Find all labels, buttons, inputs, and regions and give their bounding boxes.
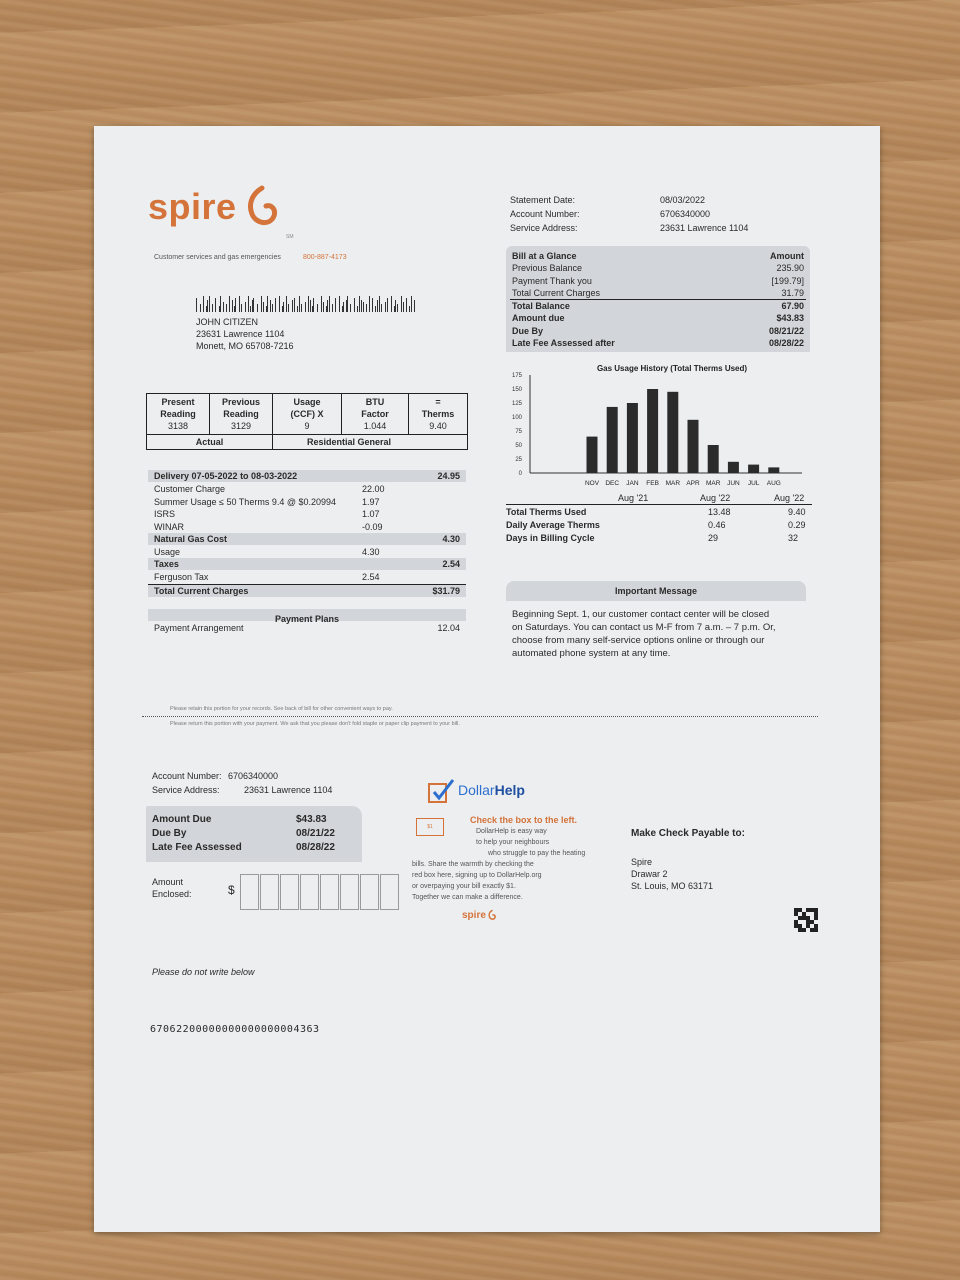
dollarhelp-check-icon xyxy=(426,778,456,806)
delivery-item xyxy=(148,521,466,533)
x-tick-label: DEC xyxy=(605,480,620,487)
barcode-bar xyxy=(339,296,340,312)
meter-header: Reading xyxy=(223,409,259,419)
barcode-bar xyxy=(241,304,242,312)
glance-row-label: Payment Thank you xyxy=(512,275,592,286)
x-tick-label: AUG xyxy=(766,480,781,487)
barcode-bar xyxy=(329,296,330,312)
barcode-bar xyxy=(357,306,358,312)
account-number: 6706340000 xyxy=(660,209,711,219)
barcode-bar xyxy=(317,304,318,312)
glance-row xyxy=(506,300,810,312)
barcode-bar xyxy=(220,296,221,312)
barcode-bar xyxy=(366,304,367,312)
x-tick-label: APR xyxy=(686,480,700,487)
qr-code xyxy=(794,908,818,932)
delivery-item xyxy=(148,496,466,508)
dollarhelp-logo xyxy=(458,782,525,798)
stub-account-label: Account Number: xyxy=(152,771,222,781)
barcode-bar xyxy=(239,296,240,312)
return-note: Please return this portion with your payment. We ask that you please don't fold staple or paper clip payment to your bill. xyxy=(170,721,460,727)
stub-address-label: Service Address: xyxy=(152,785,220,795)
chart-bar xyxy=(607,407,618,473)
meter-value: 1.044 xyxy=(363,421,387,431)
meter-header-row xyxy=(147,394,468,435)
x-tick-label: FEB xyxy=(646,480,659,487)
barcode-bar xyxy=(261,296,262,312)
barcode-bar xyxy=(335,298,336,312)
barcode-bar xyxy=(346,300,347,312)
delivery-item-label: ISRS xyxy=(154,509,176,519)
barcode-bar xyxy=(279,296,280,312)
barcode-bar xyxy=(323,302,324,312)
period-2: Aug '22 xyxy=(700,493,731,503)
meter-value: 3138 xyxy=(167,421,189,431)
barcode-bar xyxy=(332,304,333,312)
barcode-bar xyxy=(313,298,314,312)
barcode-bar xyxy=(252,300,253,312)
glance-row-label: Late Fee Assessed after xyxy=(512,338,615,348)
dollarhelp-line: red box here, signing up to DollarHelp.org xyxy=(412,872,542,879)
dollarhelp-logo-b: Help xyxy=(494,782,525,798)
digit-box[interactable] xyxy=(380,874,399,910)
barcode-bar xyxy=(215,298,216,312)
barcode-bar xyxy=(250,306,251,312)
meter-value: 3129 xyxy=(230,421,252,431)
glance-row-value: $43.83 xyxy=(776,313,804,323)
amount-due-box xyxy=(146,806,362,862)
dollarhelp-checkbox[interactable]: $1 xyxy=(416,818,444,836)
message-line: automated phone system at any time. xyxy=(512,648,671,659)
service-address-label: Service Address: xyxy=(510,223,578,233)
barcode-bar xyxy=(209,296,210,312)
barcode-bar xyxy=(363,302,364,312)
trademark: SM xyxy=(286,234,294,240)
important-message-body xyxy=(512,608,775,660)
glance-row xyxy=(506,337,810,349)
barcode-bar xyxy=(297,306,298,312)
barcode-bar xyxy=(375,306,376,312)
account-number-label: Account Number: xyxy=(510,209,580,219)
barcode-bar xyxy=(294,298,295,312)
barcode-bar xyxy=(343,302,344,312)
delivery-item-value: 22.00 xyxy=(362,484,385,494)
stub-amount-due: $43.83 xyxy=(296,814,327,825)
chart-bar xyxy=(587,437,598,473)
barcode-bar xyxy=(270,300,271,312)
payable-title: Make Check Payable to: xyxy=(631,828,745,839)
usage-row-value: 0.29 xyxy=(788,520,806,530)
barcode-bar xyxy=(411,296,412,312)
glance-row-label: Due By xyxy=(512,325,544,336)
stub-late-fee: 08/28/22 xyxy=(296,842,335,853)
y-tick-label: 50 xyxy=(515,443,522,449)
delivery-item-value: -0.09 xyxy=(362,521,383,532)
glance-row-label: Total Current Charges xyxy=(512,288,601,298)
statement-date-label: Statement Date: xyxy=(510,195,576,205)
digit-box[interactable] xyxy=(240,874,259,910)
glance-amount-header: Amount xyxy=(770,251,804,261)
barcode-bar xyxy=(257,304,258,312)
stub-amount-due-label: Amount Due xyxy=(152,814,212,825)
message-line: on Saturdays. You can contact us M-F from 7 a.m. – 7 p.m. Or, xyxy=(512,622,776,633)
glance-row xyxy=(506,312,810,324)
contact-label: Customer services and gas emergencies xyxy=(154,254,281,261)
glance-row xyxy=(506,287,810,299)
barcode-bar xyxy=(292,300,293,312)
y-tick-label: 100 xyxy=(511,415,522,421)
barcode-bar xyxy=(312,306,313,312)
barcode-bar xyxy=(219,306,220,312)
barcode-bar xyxy=(308,296,309,312)
gas-usage-value: 4.30 xyxy=(362,547,380,557)
gas-cost-total: 4.30 xyxy=(442,534,460,544)
barcode-bar xyxy=(414,300,415,312)
chart-bar xyxy=(768,467,779,473)
stub-due-by: 08/21/22 xyxy=(296,828,335,839)
barcode-bar xyxy=(272,304,273,312)
stub-late-fee-label: Late Fee Assessed xyxy=(152,842,242,853)
period-1: Aug '21 xyxy=(618,493,649,503)
barcode-bar xyxy=(266,306,267,312)
y-tick-label: 0 xyxy=(518,471,522,477)
barcode-bar xyxy=(286,296,287,312)
total-charges-value: $31.79 xyxy=(432,586,460,596)
barcode-bar xyxy=(369,296,370,312)
barcode-bar xyxy=(359,296,360,312)
glance-row-value: 235.90 xyxy=(776,263,804,273)
meter-header: = xyxy=(435,397,441,407)
barcode-bar xyxy=(232,300,233,312)
taxes-label: Taxes xyxy=(154,559,179,569)
glance-row-value: 31.79 xyxy=(781,288,804,298)
chart-bar xyxy=(708,445,719,473)
chart-bar xyxy=(728,462,739,473)
y-tick-label: 125 xyxy=(511,401,522,407)
usage-summary xyxy=(506,492,812,550)
x-tick-label: JUN xyxy=(727,480,740,487)
usage-row-label: Days in Billing Cycle xyxy=(506,533,595,543)
glance-row-label: Previous Balance xyxy=(512,263,583,273)
bill-at-a-glance xyxy=(506,246,810,352)
barcode-bar xyxy=(377,300,378,312)
barcode-bar xyxy=(235,298,236,312)
barcode-bar xyxy=(263,302,264,312)
delivery-item-label: Customer Charge xyxy=(154,484,226,494)
y-tick-label: 25 xyxy=(515,457,522,463)
glance-row xyxy=(506,262,810,274)
digit-box[interactable] xyxy=(280,874,299,910)
meter-header: Factor xyxy=(361,409,389,419)
delivery-label: Delivery 07-05-2022 to 08-03-2022 xyxy=(154,471,298,481)
barcode-bar xyxy=(223,302,224,312)
usage-row-label: Total Therms Used xyxy=(506,507,587,517)
barcode-bar xyxy=(248,296,249,312)
spire-flame-icon xyxy=(242,184,282,232)
payable-line3: St. Louis, MO 63171 xyxy=(631,881,714,891)
rate-class: Residential General xyxy=(273,435,468,450)
glance-title: Bill at a Glance xyxy=(512,251,577,261)
tear-line xyxy=(142,716,818,717)
chart-bar xyxy=(627,403,638,473)
barcode-bar xyxy=(354,298,355,312)
barcode-bar xyxy=(387,298,388,312)
barcode-bar xyxy=(226,304,227,312)
ferguson-tax-label: Ferguson Tax xyxy=(154,572,209,582)
taxes-total: 2.54 xyxy=(442,559,460,569)
payment-arrangement-label: Payment Arrangement xyxy=(154,623,244,633)
retain-note: Please retain this portion for your records. See back of bill for other convenient ways to pay. xyxy=(170,706,393,712)
customer-street: 23631 Lawrence 1104 xyxy=(196,329,285,339)
period-3: Aug '22 xyxy=(774,493,805,503)
glance-row xyxy=(506,275,810,287)
meter-footer-row xyxy=(147,435,468,450)
x-tick-label: MAR xyxy=(665,480,681,487)
payable-name: Spire xyxy=(631,857,653,867)
meter-header: Usage xyxy=(293,397,321,407)
x-tick-label: MAR xyxy=(705,480,721,487)
barcode-bar xyxy=(275,298,276,312)
barcode-bar xyxy=(372,298,373,312)
barcode-bar xyxy=(347,296,348,312)
barcode-bar xyxy=(203,296,204,312)
barcode-bar xyxy=(395,300,396,312)
usage-row-value: 32 xyxy=(788,533,799,543)
barcode-bar xyxy=(403,302,404,312)
ferguson-tax-value: 2.54 xyxy=(362,572,380,582)
digit-box[interactable] xyxy=(260,874,279,910)
barcode-bar xyxy=(305,302,306,312)
barcode-bar xyxy=(207,300,208,312)
dollarhelp-spire-logo: spire xyxy=(462,910,486,921)
x-tick-label: JAN xyxy=(626,480,639,487)
barcode-bar xyxy=(301,304,302,312)
barcode-bar xyxy=(267,296,268,312)
meter-reading-table xyxy=(146,393,468,450)
digit-box[interactable] xyxy=(320,874,339,910)
barcode-bar xyxy=(299,296,300,312)
delivery-item-label: Summer Usage ≤ 50 Therms 9.4 @ $0.20994 xyxy=(154,496,336,507)
no-write-note: Please do not write below xyxy=(152,967,255,977)
dollarhelp-headline: Check the box to the left. xyxy=(470,815,578,825)
chart-bar xyxy=(667,392,678,473)
barcode-bar xyxy=(200,304,201,312)
barcode-bar xyxy=(206,306,207,312)
customer-city: Monett, MO 65708-7216 xyxy=(196,341,294,351)
barcode-bar xyxy=(229,296,230,312)
usage-row-label: Daily Average Therms xyxy=(506,520,600,530)
usage-row-value: 9.40 xyxy=(788,507,806,517)
dollarhelp-line: DollarHelp is easy way xyxy=(476,828,547,835)
barcode-bar xyxy=(401,296,402,312)
dollarhelp-text xyxy=(412,826,592,903)
meter-header: Therms xyxy=(421,409,455,419)
dollarhelp-line: to help your neighbours xyxy=(476,839,550,846)
glance-row-value: 67.90 xyxy=(781,300,804,311)
barcode-bar xyxy=(283,302,284,312)
barcode-bar xyxy=(394,306,395,312)
barcode-bar xyxy=(385,302,386,312)
barcode-bar xyxy=(361,300,362,312)
customer-name: JOHN CITIZEN xyxy=(196,317,258,327)
meter-value: 9.40 xyxy=(429,421,447,431)
meter-header: Reading xyxy=(160,409,196,419)
chart-bar xyxy=(748,465,759,473)
digit-box[interactable] xyxy=(360,874,379,910)
barcode-bar xyxy=(282,306,283,312)
delivery-item-label: WINAR xyxy=(154,521,184,532)
digit-box[interactable] xyxy=(300,874,319,910)
chart-title: Gas Usage History (Total Therms Used) xyxy=(596,364,748,373)
y-tick-label: 75 xyxy=(515,429,522,435)
barcode-bar xyxy=(234,306,235,312)
delivery-item-value: 1.97 xyxy=(362,496,380,507)
barcode-bar xyxy=(196,298,197,312)
charges-section xyxy=(148,470,466,650)
usage-row-value: 29 xyxy=(708,533,719,543)
dollarhelp-logo-a: Dollar xyxy=(458,782,495,798)
dollarhelp-line: bills. Share the warmth by checking the xyxy=(412,861,534,868)
barcode-bar xyxy=(397,304,398,312)
glance-divider xyxy=(510,299,806,300)
barcode-bar xyxy=(391,296,392,312)
usage-divider xyxy=(506,504,812,505)
glance-row-label: Total Balance xyxy=(512,300,570,311)
bill-page xyxy=(94,126,880,1232)
message-line: Beginning Sept. 1, our customer contact center will be closed xyxy=(512,609,770,620)
usage-row-value: 0.46 xyxy=(708,520,726,530)
barcode-bar xyxy=(253,298,254,312)
payment-arrangement-value: 12.04 xyxy=(437,623,460,633)
delivery-item-value: 1.07 xyxy=(362,509,380,519)
stub-due-by-label: Due By xyxy=(152,828,187,839)
barcode-bar xyxy=(409,306,410,312)
meter-header: (CCF) X xyxy=(290,409,324,419)
stub-account: 6706340000 xyxy=(228,771,279,781)
barcode-bar xyxy=(381,304,382,312)
barcode-bar xyxy=(310,300,311,312)
glance-row-label: Amount due xyxy=(512,313,565,323)
gas-cost-label: Natural Gas Cost xyxy=(154,534,228,544)
barcode-bar xyxy=(350,304,351,312)
total-charges-label: Total Current Charges xyxy=(154,586,249,596)
gas-usage-chart xyxy=(502,363,812,513)
usage-row-value: 13.48 xyxy=(708,507,731,517)
reading-type: Actual xyxy=(147,435,273,450)
stub-address: 23631 Lawrence 1104 xyxy=(244,785,333,795)
chart-bar xyxy=(647,389,658,473)
barcode-bar xyxy=(288,304,289,312)
meter-header: Present xyxy=(161,397,195,407)
barcode-bar xyxy=(406,298,407,312)
glance-row xyxy=(506,325,810,337)
y-tick-label: 150 xyxy=(511,387,522,393)
glance-row-value: 08/28/22 xyxy=(768,338,804,348)
mail-barcode xyxy=(196,296,414,312)
x-tick-label: JUL xyxy=(747,480,760,487)
barcode-bar xyxy=(326,306,327,312)
y-tick-label: 175 xyxy=(511,373,522,379)
barcode-bar xyxy=(321,296,322,312)
qr-cell xyxy=(814,928,818,932)
digit-box[interactable] xyxy=(340,874,359,910)
gas-usage-label: Usage xyxy=(154,547,181,557)
payment-plans-label: Payment Plans xyxy=(274,614,340,624)
dollarhelp-line: or overpaying your bill exactly $1. xyxy=(412,883,516,890)
delivery-total: 24.95 xyxy=(437,471,460,481)
barcode-bar xyxy=(327,300,328,312)
contact-phone: 800-887-4173 xyxy=(303,254,347,261)
amount-enclosed-label-2: Enclosed: xyxy=(152,889,192,899)
message-line: choose from many self-service options online or through our xyxy=(512,635,765,646)
meter-header: Previous xyxy=(221,397,261,407)
dollarhelp-line: who struggle to pay the heating xyxy=(488,850,586,857)
barcode-bar xyxy=(212,304,213,312)
glance-row-value: [199.79] xyxy=(771,275,804,286)
amount-enclosed-label-1: Amount xyxy=(152,877,184,887)
barcode-bar xyxy=(379,296,380,312)
statement-date: 08/03/2022 xyxy=(660,195,706,205)
delivery-item xyxy=(148,508,466,520)
chart-bar xyxy=(688,420,699,473)
x-tick-label: NOV xyxy=(584,480,600,487)
amount-enclosed-input[interactable] xyxy=(240,874,400,910)
dollar-sign: $ xyxy=(228,883,235,897)
spire-flame-small-icon xyxy=(487,909,497,922)
micr-line: 67062200000000000000004363 xyxy=(150,1024,320,1035)
payable-line2: Drawar 2 xyxy=(631,869,668,879)
meter-value: 9 xyxy=(304,421,310,431)
important-message-title: Important Message xyxy=(506,581,806,601)
barcode-bar xyxy=(245,302,246,312)
spire-logo: spire xyxy=(148,186,237,227)
delivery-item xyxy=(148,483,466,495)
glance-row-value: 08/21/22 xyxy=(768,325,804,336)
dollarhelp-line: Together we can make a difference. xyxy=(412,894,523,901)
meter-header: BTU xyxy=(365,397,385,407)
barcode-bar xyxy=(342,306,343,312)
service-address: 23631 Lawrence 1104 xyxy=(660,223,749,233)
